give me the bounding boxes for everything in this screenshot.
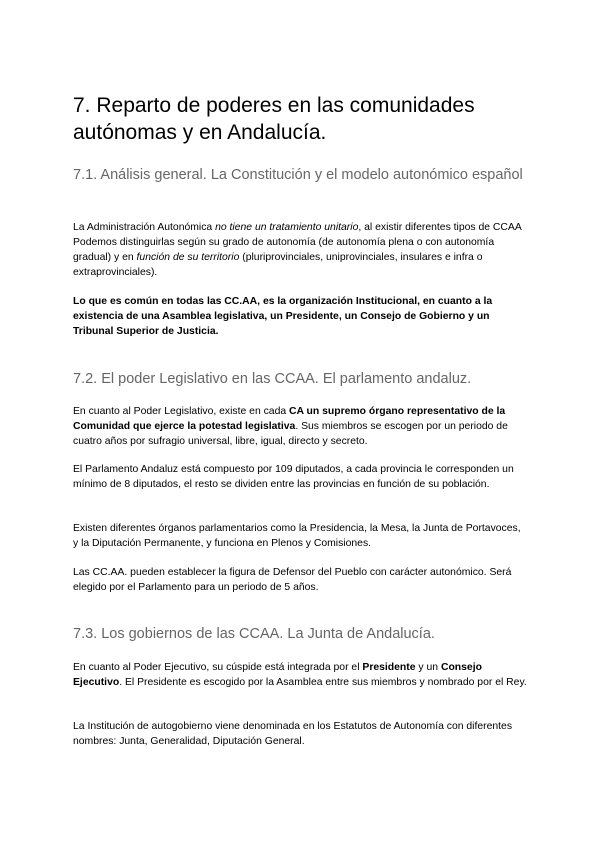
section-7-2-heading: 7.2. El poder Legislativo en las CCAA. El parlamento andaluz.	[73, 371, 472, 387]
document-title: 7. Reparto de poderes en las comunidades autónomas y en Andalucía.	[73, 94, 475, 144]
section-7-3-paragraph-2: La Institución de autogobierno viene denominada en los Estatutos de Autonomía con diferentes nombres: Junta, Generalidad, Diputación General.	[73, 721, 513, 747]
section-7-3-paragraph-1	[73, 660, 528, 690]
text-span: , al existir diferentes tipos de CCAA Podemos distinguirlas según su grado de autonomía (de autonomía plena o con autonomía gradual) y en	[73, 222, 522, 263]
italic-text: no tiene un tratamiento unitario	[215, 222, 359, 233]
section-7-2-paragraph-1	[73, 404, 528, 449]
text-span: . Sus miembros se escogen por un periodo de cuatro años por sufragio universal, libre, igual, directo y secreto.	[73, 421, 508, 447]
section-7-2-paragraph-3: Existen diferentes órganos parlamentarios como la Presidencia, la Mesa, la Junta de Portavoces, y la Diputación Permanente, y funciona en Plenos y Comisiones.	[73, 523, 521, 549]
text-span: (pluriprovinciales, uniprovinciales, insulares e infra o extraprovinciales).	[73, 252, 483, 278]
italic-text: función de su territorio	[136, 252, 240, 263]
text-span: . El Presidente es escogido por la Asamblea entre sus miembros y nombrado por el Rey.	[119, 677, 527, 688]
text-span: y un	[415, 662, 441, 673]
text-span: La Administración Autonómica	[73, 222, 216, 233]
bold-text: CA un supremo órgano representativo de la Comunidad que ejerce la potestad legislativa	[73, 406, 506, 432]
bold-text: Consejo Ejecutivo	[73, 662, 482, 688]
section-7-2-paragraph-2: El Parlamento Andaluz está compuesto por 109 diputados, a cada provincia le corresponden un mínimo de 8 diputados, el resto se dividen entre las provincias en función de su población.	[73, 464, 514, 490]
section-7-3-heading: 7.3. Los gobiernos de las CCAA. La Junta de Andalucía.	[73, 626, 435, 642]
bold-text: Presidente	[362, 662, 416, 673]
section-7-1-paragraph-1	[73, 220, 528, 280]
section-7-1-heading: 7.1. Análisis general. La Constitución y el modelo autonómico español	[73, 167, 523, 183]
text-span: En cuanto al Poder Legislativo, existe en cada	[73, 406, 290, 417]
section-7-1-paragraph-2: Lo que es común en todas las CC.AA, es la organización Institucional, en cuanto a la existencia de una Asamblea legislativa, un Presidente, un Consejo de Gobierno y un Tribunal Superior de Justicia.	[73, 296, 493, 337]
section-7-2-paragraph-4: Las CC.AA. pueden establecer la figura de Defensor del Pueblo con carácter autonómico. Será elegido por el Parlamento para un periodo de 5 años.	[73, 567, 512, 593]
text-span: En cuanto al Poder Ejecutivo, su cúspide está integrada por el	[73, 662, 363, 673]
